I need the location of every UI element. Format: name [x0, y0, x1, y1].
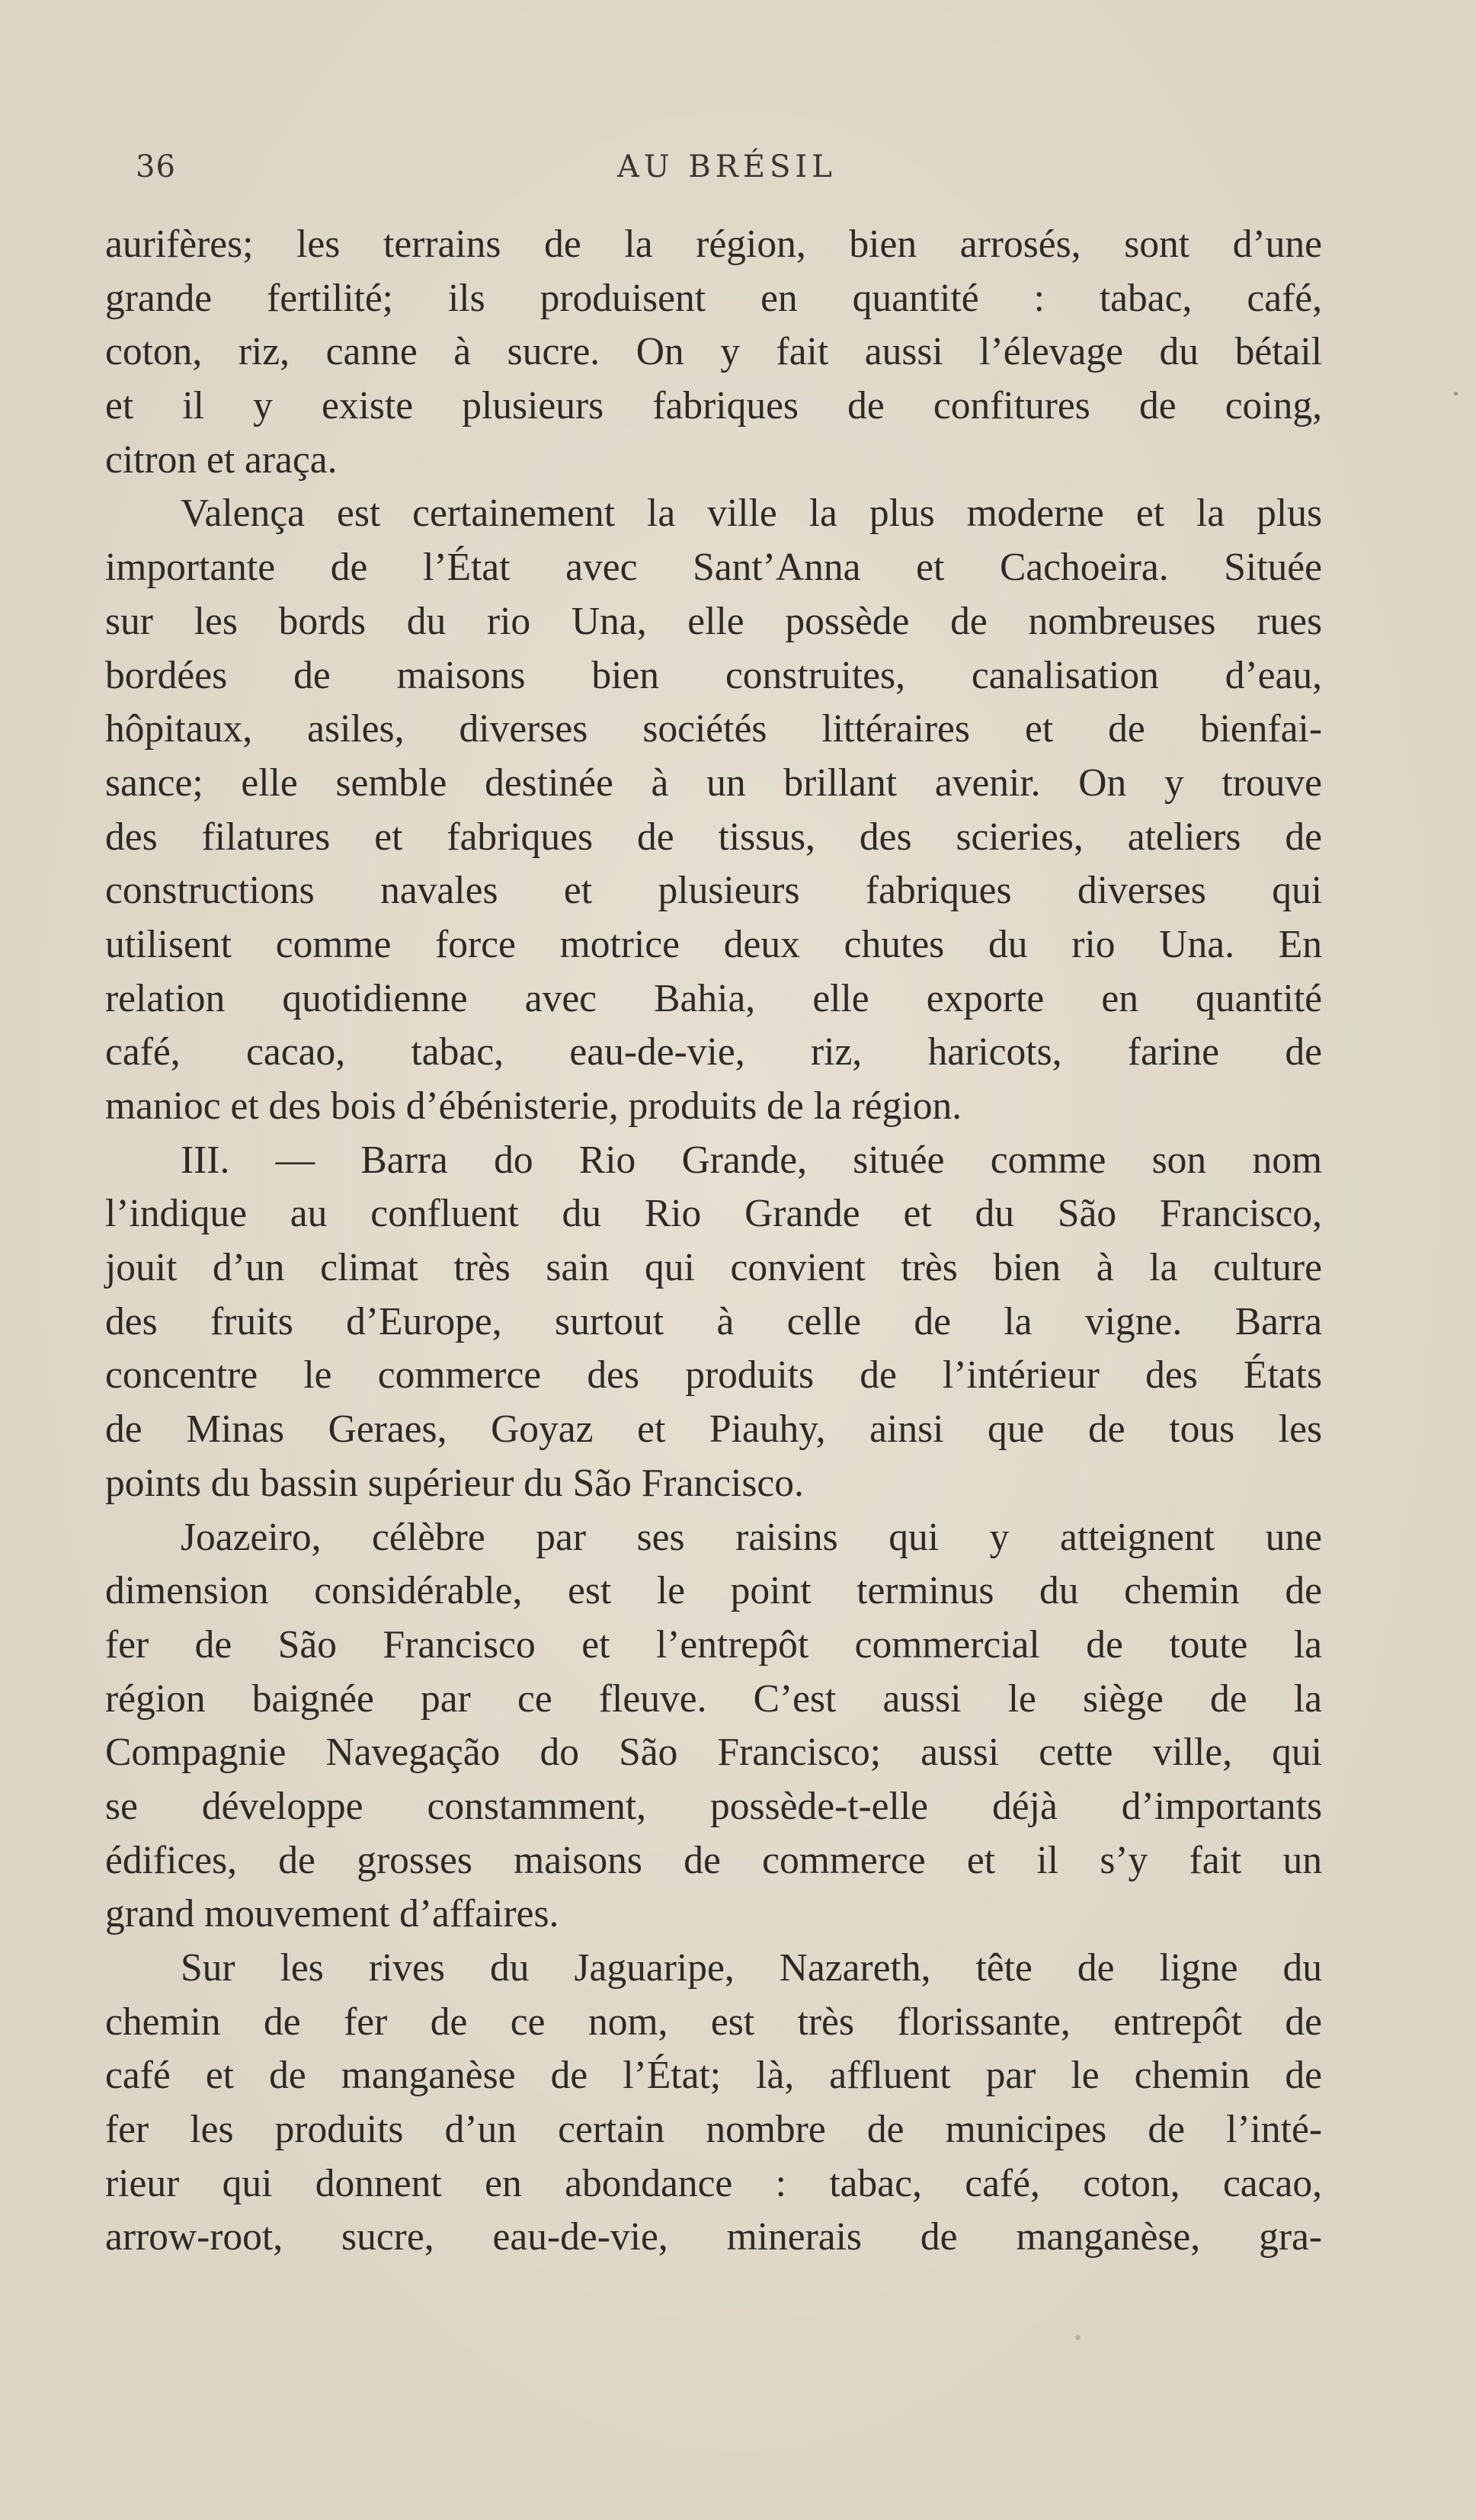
text-line: III. — Barra do Rio Grande, située comme son nom: [181, 1138, 1322, 1182]
page-header: [0, 149, 1476, 195]
text-line: et il y existe plusieurs fabriques de confitures de coing,: [105, 384, 1322, 428]
text-line: jouit d’un climat très sain qui convient très bien à la culture: [105, 1246, 1322, 1290]
text-line: l’indique au confluent du Rio Grande et du São Francisco,: [105, 1192, 1322, 1236]
text-line: grand mouvement d’affaires.: [105, 1892, 559, 1936]
text-line: sur les bords du rio Una, elle possède de nombreuses rues: [105, 599, 1322, 643]
running-head: AU BRÉSIL: [617, 149, 837, 184]
text-line: édifices, de grosses maisons de commerce et il s’y fait un: [105, 1838, 1322, 1882]
text-line: Compagnie Navegação do São Francisco; aussi cette ville, qui: [105, 1731, 1322, 1775]
text-line: Valença est certainement la ville la plus moderne et la plus: [181, 492, 1322, 536]
text-line: de Minas Geraes, Goyaz et Piauhy, ainsi que de tous les: [105, 1407, 1322, 1452]
page-number: 36: [136, 149, 176, 184]
text-line: fer de São Francisco et l’entrepôt commercial de toute la: [105, 1622, 1322, 1667]
text-line: café, cacao, tabac, eau-de-vie, riz, haricots, farine de: [105, 1030, 1322, 1074]
text-line: Joazeiro, célèbre par ses raisins qui y atteignent une: [181, 1515, 1322, 1559]
text-line: des filatures et fabriques de tissus, des scieries, ateliers de: [105, 815, 1322, 859]
text-line: arrow-root, sucre, eau-de-vie, minerais de manganèse, gra-: [105, 2215, 1322, 2259]
text-line: sance; elle semble destinée à un brillant avenir. On y trouve: [105, 760, 1322, 805]
text-line: relation quotidienne avec Bahia, elle exporte en quantité: [105, 976, 1322, 1020]
text-line: manioc et des bois d’ébénisterie, produits de la région.: [105, 1084, 962, 1128]
text-line: concentre le commerce des produits de l’intérieur des États: [105, 1353, 1322, 1398]
text-line: bordées de maisons bien construites, canalisation d’eau,: [105, 653, 1322, 697]
text-line: se développe constamment, possède-t-elle déjà d’importants: [105, 1784, 1322, 1828]
text-line: grande fertilité; ils produisent en quantité : tabac, café,: [105, 276, 1322, 320]
text-line: citron et araça.: [105, 437, 338, 482]
body-text: [105, 218, 1322, 2265]
text-line: Sur les rives du Jaguaripe, Nazareth, tête de ligne du: [181, 1946, 1322, 1990]
text-line: points du bassin supérieur du São Francisco.: [105, 1461, 804, 1505]
text-line: coton, riz, canne à sucre. On y fait aussi l’élevage du bétail: [105, 330, 1322, 374]
text-line: café et de manganèse de l’État; là, affluent par le chemin de: [105, 2054, 1322, 2098]
text-line: dimension considérable, est le point terminus du chemin de: [105, 1569, 1322, 1613]
paper-speck: [1075, 2335, 1081, 2340]
text-line: utilisent comme force motrice deux chutes du rio Una. En: [105, 922, 1322, 966]
text-line: région baignée par ce fleuve. C’est aussi le siège de la: [105, 1676, 1322, 1721]
text-line: hôpitaux, asiles, diverses sociétés littéraires et de bienfai-: [105, 707, 1322, 751]
text-line: fer les produits d’un certain nombre de municipes de l’inté-: [105, 2108, 1322, 2152]
text-line: des fruits d’Europe, surtout à celle de la vigne. Barra: [105, 1299, 1322, 1343]
text-line: aurifères; les terrains de la région, bien arrosés, sont d’une: [105, 223, 1322, 266]
text-line: constructions navales et plusieurs fabriques diverses qui: [105, 869, 1322, 913]
text-line: importante de l’État avec Sant’Anna et Cachoeira. Située: [105, 546, 1322, 590]
text-line: chemin de fer de ce nom, est très florissante, entrepôt de: [105, 2000, 1322, 2044]
text-line: rieur qui donnent en abondance : tabac, café, coton, cacao,: [105, 2161, 1322, 2205]
paper-speck: [1454, 392, 1458, 395]
